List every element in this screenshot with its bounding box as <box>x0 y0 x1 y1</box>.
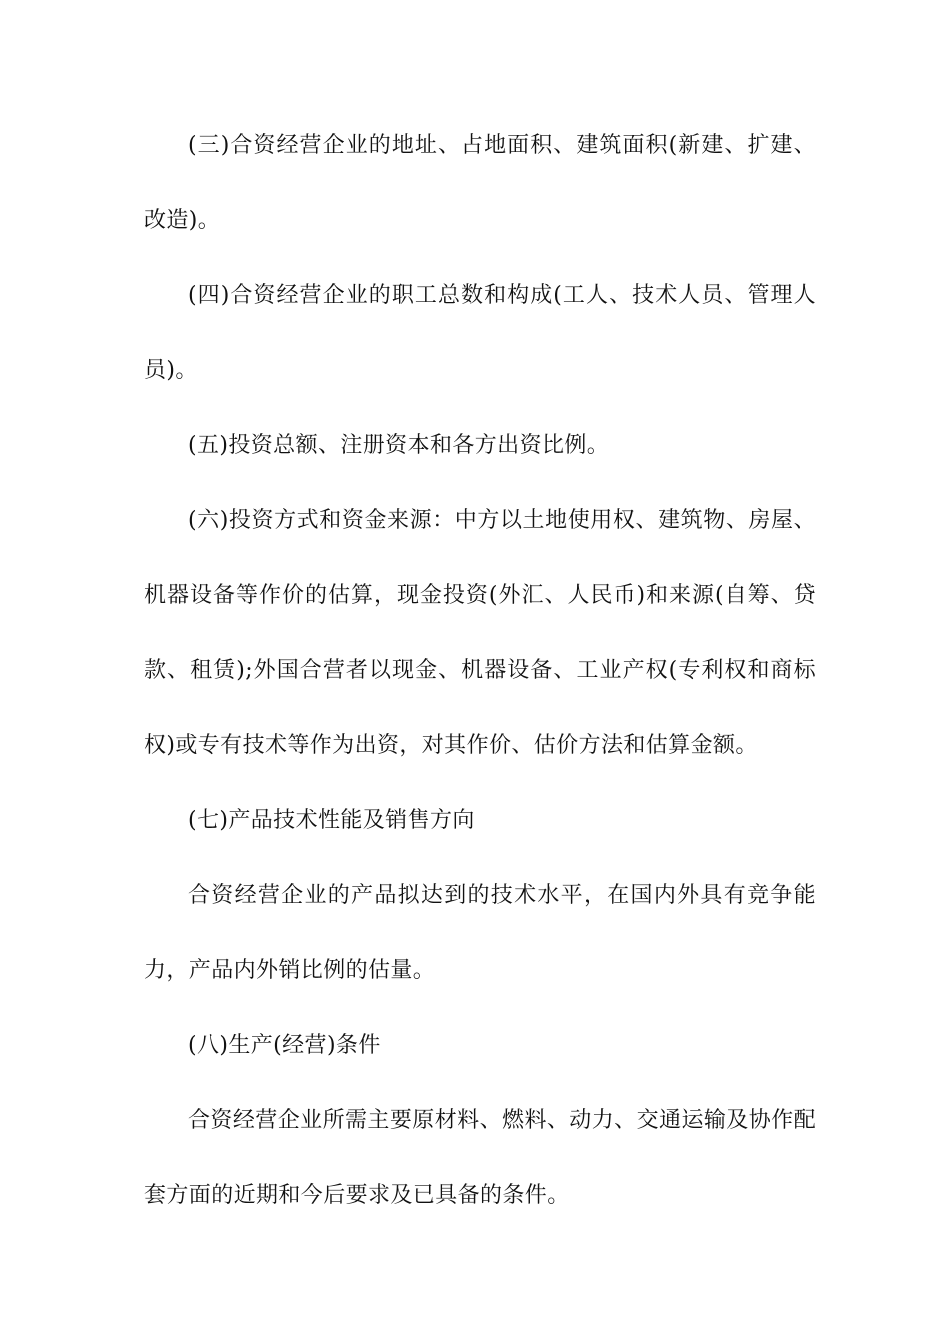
paragraph-site-area: (三)合资经营企业的地址、占地面积、建筑面积(新建、扩建、改造)。 <box>144 133 816 233</box>
paragraph-production-detail: 合资经营企业所需主要原材料、燃料、动力、交通运输及协作配套方面的近期和今后要求及已具备的条件。 <box>144 1108 816 1208</box>
paragraph-product-heading: (七)产品技术性能及销售方向 <box>188 808 475 833</box>
paragraph-investment-total: (五)投资总额、注册资本和各方出资比例。 <box>188 433 610 458</box>
paragraph-investment-method: (六)投资方式和资金来源：中方以土地使用权、建筑物、房屋、机器设备等作价的估算，现金投资(外汇、人民币)和来源(自筹、贷款、租赁);外国合营者以现金、机器设备、工业产权(专利权和商标权)或专有技术等作为出资，对其作价、估价方法和估算金额。 <box>144 508 816 758</box>
paragraph-staff: (四)合资经营企业的职工总数和构成(工人、技术人员、管理人员)。 <box>144 283 816 383</box>
document-body <box>144 108 816 1233</box>
paragraph-product-detail: 合资经营企业的产品拟达到的技术水平，在国内外具有竞争能力，产品内外销比例的估量。 <box>144 883 816 983</box>
paragraph-production-heading: (八)生产(经营)条件 <box>188 1033 381 1058</box>
